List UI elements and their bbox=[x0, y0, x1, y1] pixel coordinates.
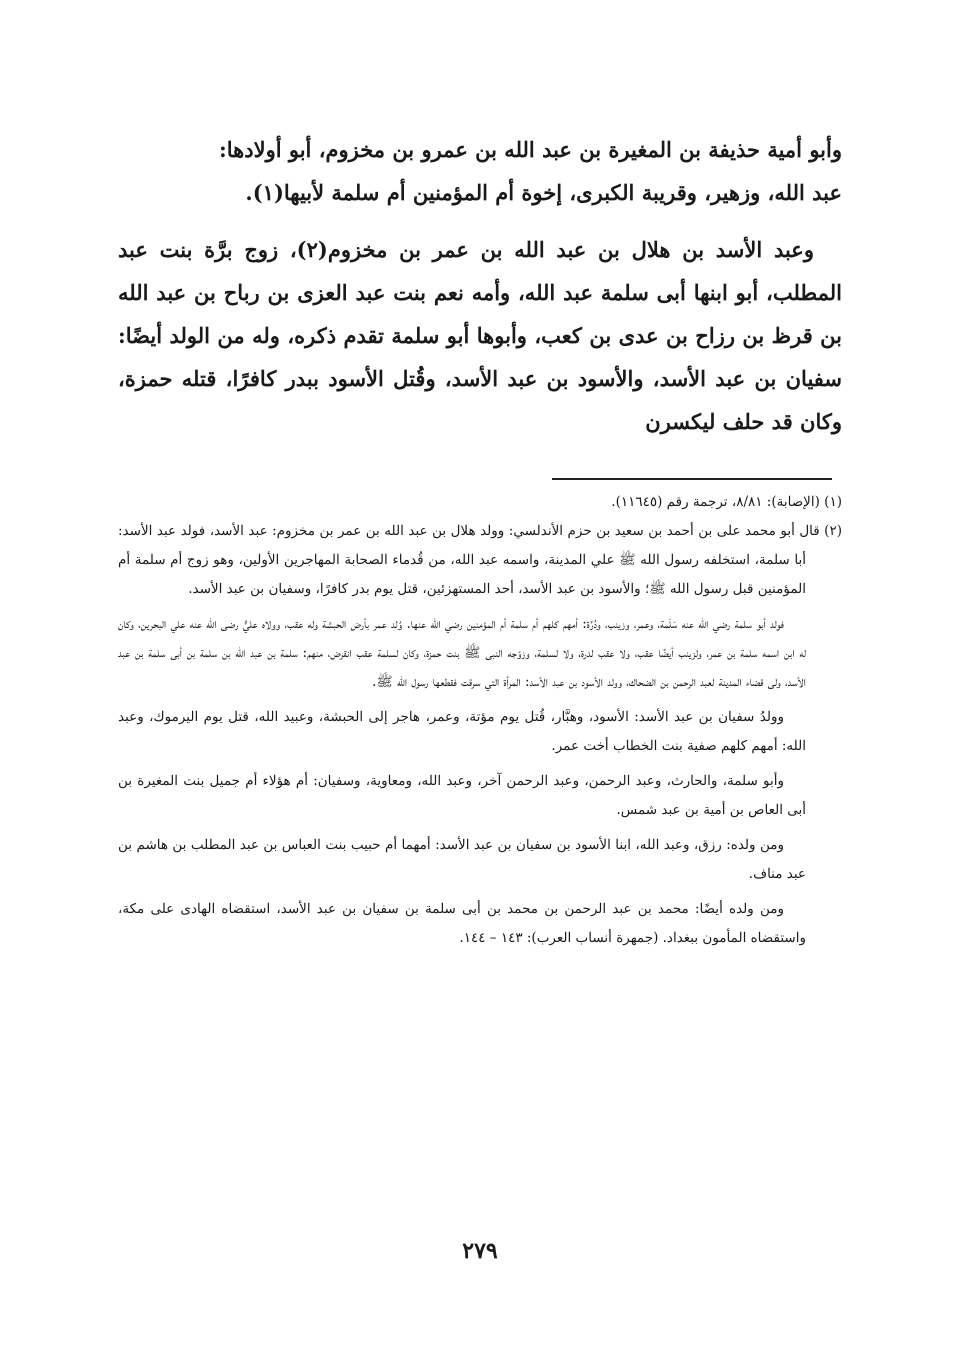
footnote-2: (٢) قال أبو محمد على بن أحمد بن سعيد بن حزم الأندلسي: وولد هلال بن عبد الله بن عمر بن مخزوم: عبد الأسد، فولد عبد الأسد: أبا سلمة، استخلفه رسول الله ﷺ علي المدينة، واسمه عبد الله، من قُدماء الصحابة المهاجرين الأولين، وهو زوج أم سلمة أم المؤمنين قبل رسول الله ﷺ؛ والأسود بن عبد الأسد، أحد المستهزئين، قتل يوم بدر كافرًا، وسفيان بن عبد الأسد. bbox=[118, 523, 842, 597]
main-text bbox=[118, 128, 842, 443]
footnote-paragraph: وولدُ سفيان بن عبد الأسد: الأسود، وهبَّار، قُتل يوم مؤتة، وعمر، هاجر إلى الحبشة، وعبيد الله، قتل يوم اليرموك، وعبد الله: أمهم كلهم صفية بنت الخطاب أخت عمر. bbox=[118, 709, 806, 754]
page-number: ٢٧٩ bbox=[462, 1238, 498, 1264]
footnote-1: (١) (الإصابة): ٨/٨١، ترجمة رقم (١١٦٤٥). bbox=[611, 494, 842, 510]
footnote-paragraph: وأبو سلمة، والحارث، وعبد الرحمن، وعبد الرحمن آخر، وعبد الله، ومعاوية، وسفيان: أم هؤلاء أم جميل بنت المغيرة بن أبى العاص بن أمية بن عبد شمس. bbox=[118, 773, 806, 818]
main-paragraph-1-line-2: عبد الله، وزهير، وقريبة الكبرى، إخوة أم المؤمنين أم سلمة لأبيها(١). bbox=[245, 180, 842, 205]
main-paragraph-2: وعبد الأسد بن هلال بن عبد الله بن عمر بن مخزوم(٢)، زوج برَّة بنت عبد المطلب، أبو ابنها أبى سلمة عبد الله، وأمه نعم بنت عبد العزى بن رباح بن عبد الله بن قرظ بن رزاح بن عدى بن كعب، وأبوها أبو سلمة تقدم ذكره، وله من الولد أيضًا: سفيان بن عبد الأسد، والأسود بن عبد الأسد، وقُتل الأسود ببدر كافرًا، قتله حمزة، وكان قد حلف ليكسرن bbox=[118, 237, 842, 434]
footnote-paragraph: فولد أبو سلمة رضي الله عنه سَلَمة، وعمر، وزينب، ودُرَّة: أمهم كلهم أم سلمة أم المؤمنين رضي الله عنها. وُلد عمر بأرض الحبشة وله عقب، وولاه عليٌّ رضى الله عنه علي البحرين، وكان له ابن اسمه سلمة بن عمر، ولزينب أيضًا عقب، ولا عقب لدرة، ولا لسلمة، وزوّجه النبى ﷺ بنت حمزة، وكان لسلمة عقب انقرض، منهم: سلمة بن عبد الله بن سلمة بن أبى سلمة بن عبد الأسد، ولى قضاء المدينة لعبد الرحمن بن الضحاك، وولد الأسود بن عبد الأسد: المرأة التي سرقت فقطعها رسول الله ﷺ. bbox=[118, 616, 806, 690]
footnote-separator bbox=[552, 478, 832, 480]
main-paragraph-1-line-1: وأبو أمية حذيفة بن المغيرة بن عبد الله بن عمرو بن مخزوم، أبو أولادها: bbox=[219, 137, 842, 162]
footnote-paragraph: ومن ولده أيضًا: محمد بن عبد الرحمن بن محمد بن أبى سلمة بن سفيان بن عبد الأسد، استقضاه الهادى على مكة، واستقضاه المأمون ببغداد. (جمهرة أنساب العرب): ١٤٣ – ١٤٤. bbox=[118, 901, 806, 946]
footnote-paragraph: ومن ولده: رزق، وعبد الله، ابنا الأسود بن سفيان بن عبد الأسد: أمهما أم حبيب بنت العباس بن عبد المطلب بن هاشم بن عبد مناف. bbox=[118, 837, 806, 882]
footnotes bbox=[118, 488, 842, 953]
